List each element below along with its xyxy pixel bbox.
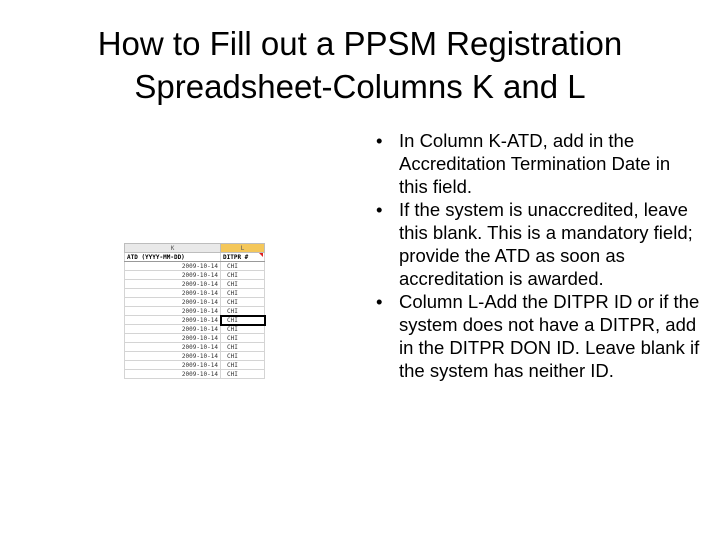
bullet-text-content: In Column K-ATD, add in the Accreditation Termination Date in this field. [399,130,671,197]
atd-cell[interactable]: 2009-10-14 [125,280,221,289]
ditpr-cell[interactable]: CHI [221,298,265,307]
spreadsheet-snippet [124,243,264,379]
field-header-ditpr[interactable] [221,253,265,262]
atd-cell[interactable]: 2009-10-14 [125,352,221,361]
table-row [125,262,265,271]
bullet-item [370,198,700,290]
table-row [125,316,265,325]
table-row [125,352,265,361]
table-row [125,271,265,280]
column-letter-l[interactable]: L [221,244,265,253]
atd-cell[interactable]: 2009-10-14 [125,316,221,325]
slide-title [20,22,700,108]
table-row [125,343,265,352]
bullet-list [370,129,700,382]
atd-cell[interactable]: 2009-10-14 [125,271,221,280]
title-line-2: Spreadsheet-Columns K and L [134,68,586,105]
comment-flag-icon [259,253,263,257]
ditpr-cell-selected[interactable]: CHI [221,316,265,325]
table-row [125,361,265,370]
bullet-icon: • [376,130,383,151]
ditpr-cell[interactable]: CHI [221,352,265,361]
bullet-item [370,290,700,382]
table-row [125,370,265,379]
atd-cell[interactable]: 2009-10-14 [125,262,221,271]
bullet-text [370,129,700,382]
ditpr-cell[interactable]: CHI [221,343,265,352]
atd-cell[interactable]: 2009-10-14 [125,289,221,298]
atd-cell[interactable]: 2009-10-14 [125,370,221,379]
ditpr-cell[interactable]: CHI [221,280,265,289]
atd-cell[interactable]: 2009-10-14 [125,298,221,307]
atd-cell[interactable]: 2009-10-14 [125,361,221,370]
atd-cell[interactable]: 2009-10-14 [125,334,221,343]
field-header-ditpr-label: DITPR # [223,253,249,261]
column-letter-k[interactable]: K [125,244,221,253]
atd-cell[interactable]: 2009-10-14 [125,343,221,352]
ditpr-cell[interactable]: CHI [221,262,265,271]
ditpr-cell[interactable]: CHI [221,334,265,343]
field-header-atd[interactable]: ATD (YYYY-MM-DD) [125,253,221,262]
table-row [125,298,265,307]
bullet-icon: • [376,291,383,312]
spreadsheet-table [124,243,265,379]
column-letter-row [125,244,265,253]
bullet-icon: • [376,199,383,220]
bullet-item [370,129,700,198]
bullet-text-content: Column L-Add the DITPR ID or if the system does not have a DITPR, add in the DITPR DON ID. Leave blank if the system has neither ID. [399,291,700,381]
ditpr-cell[interactable]: CHI [221,289,265,298]
table-row [125,334,265,343]
ditpr-cell[interactable]: CHI [221,361,265,370]
table-row [125,280,265,289]
table-row [125,325,265,334]
ditpr-cell[interactable]: CHI [221,307,265,316]
ditpr-cell[interactable]: CHI [221,271,265,280]
ditpr-cell[interactable]: CHI [221,325,265,334]
bullet-text-content: If the system is unaccredited, leave this blank. This is a mandatory field; provide the ATD as soon as accreditation is awarded. [399,199,693,289]
field-header-row [125,253,265,262]
title-line-1: How to Fill out a PPSM Registration [97,25,623,62]
table-row [125,307,265,316]
ditpr-cell[interactable]: CHI [221,370,265,379]
atd-cell[interactable]: 2009-10-14 [125,325,221,334]
table-row [125,289,265,298]
atd-cell[interactable]: 2009-10-14 [125,307,221,316]
